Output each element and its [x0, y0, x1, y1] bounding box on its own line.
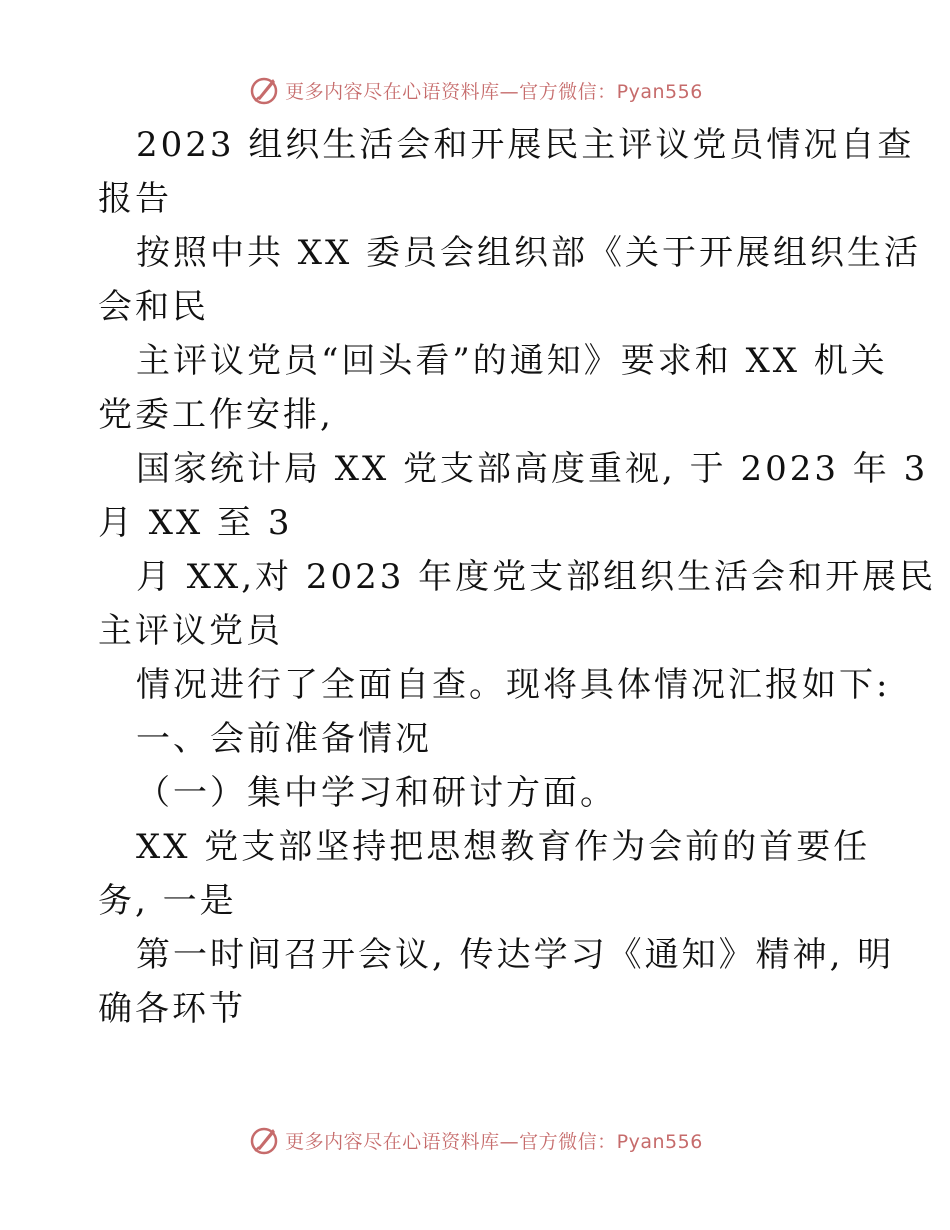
text-line: 党委工作安排, [98, 395, 334, 435]
text-line: 第一时间召开会议, 传达学习《通知》精神, 明 [136, 935, 895, 975]
quill-seal-icon [247, 1123, 281, 1157]
quill-seal-icon [247, 73, 281, 107]
text-line: 主评议党员“回头看”的通知》要求和 XX 机关 [136, 341, 888, 381]
text-line: 务, 一是 [98, 881, 237, 921]
text-line: 按照中共 XX 委员会组织部《关于开展组织生活 [136, 233, 922, 273]
text-line: （一）集中学习和研讨方面。 [136, 773, 617, 813]
text-line: 会和民 [98, 287, 209, 327]
header-watermark [0, 70, 950, 110]
footer-watermark [0, 1120, 950, 1160]
text-line: 确各环节 [98, 989, 246, 1029]
text-line: 报告 [98, 179, 172, 219]
text-line: 国家统计局 XX 党支部高度重视, 于 2023 年 3 [136, 449, 929, 489]
watermark-text: 更多内容尽在心语资料库—官方微信：Pyan556 [285, 1130, 703, 1153]
text-line: 一、会前准备情况 [136, 719, 432, 759]
text-line: 月 XX,对 2023 年度党支部组织生活会和开展民 [136, 557, 937, 597]
watermark-text: 更多内容尽在心语资料库—官方微信：Pyan556 [285, 80, 703, 103]
text-line: 2023 组织生活会和开展民主评议党员情况自查 [136, 125, 915, 165]
text-line: 月 XX 至 3 [98, 503, 293, 543]
document-body [98, 118, 937, 1036]
text-line: XX 党支部坚持把思想教育作为会前的首要任 [136, 827, 871, 867]
text-line: 主评议党员 [98, 611, 283, 651]
text-line: 情况进行了全面自查。现将具体情况汇报如下: [136, 665, 891, 705]
